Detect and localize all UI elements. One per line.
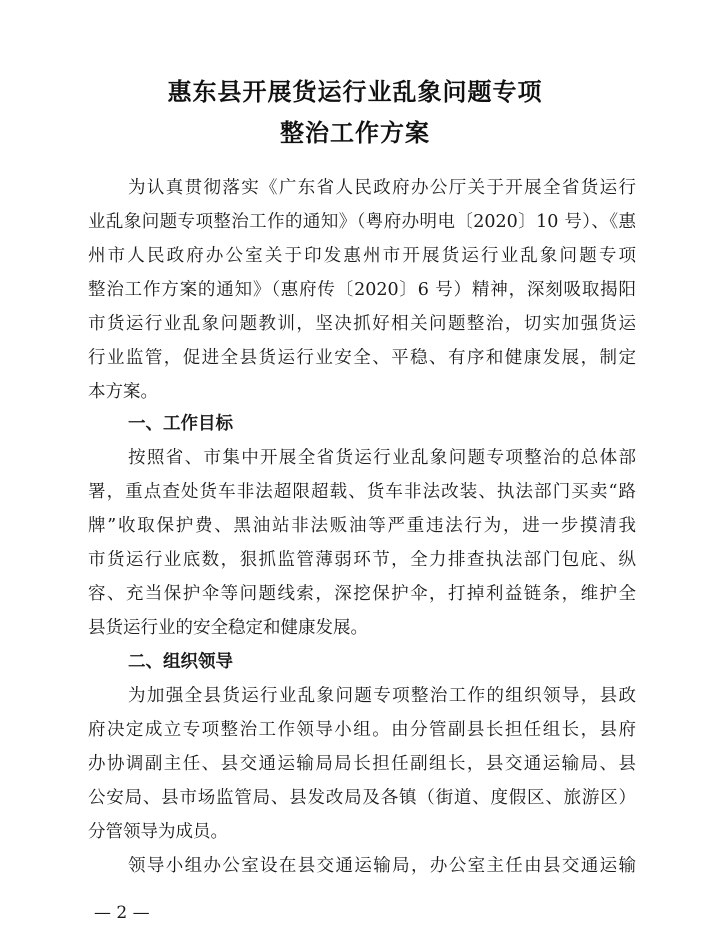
intro-line-6: 行业监管，促进全县货运行业安全、平稳、有序和健康发展，制定 [88, 348, 636, 368]
intro-line-2: 业乱象问题专项整治工作的通知》（粤府办明电〔2020〕10 号）、《惠 [88, 212, 636, 232]
intro-line-4: 整治工作方案的通知》（惠府传〔2020〕6 号）精神，深刻吸取揭阳 [88, 280, 636, 300]
intro-line-3: 州市人民政府办公室关于印发惠州市开展货运行业乱象问题专项 [88, 246, 636, 266]
document-title-line-2: 整治工作方案 [280, 119, 430, 147]
section-1-heading: 一、工作目标 [128, 414, 233, 434]
section-2-line-4: 公安局、县市场监管局、县发改局及各镇（街道、度假区、旅游区） [88, 788, 636, 808]
section-2-line-3: 办协调副主任、县交通运输局局长担任副组长，县交通运输局、县 [88, 754, 636, 774]
document-title-line-1: 惠东县开展货运行业乱象问题专项 [167, 78, 543, 106]
section-1-line-1: 按照省、市集中开展全省货运行业乱象问题专项整治的总体部 [128, 448, 636, 468]
section-1-line-3: 牌”收取保护费、黑油站非法贩油等严重违法行为，进一步摸清我 [88, 516, 636, 536]
section-1-line-2: 署，重点查处货车非法超限超载、货车非法改装、执法部门买卖“路 [88, 482, 636, 502]
intro-line-5: 市货运行业乱象问题教训，坚决抓好相关问题整治，切实加强货运 [88, 314, 636, 334]
section-2-line-2: 府决定成立专项整治工作领导小组。由分管副县长担任组长，县府 [88, 720, 636, 740]
intro-line-1: 为认真贯彻落实《广东省人民政府办公厅关于开展全省货运行 [128, 178, 636, 198]
section-1-line-6: 县货运行业的安全稳定和健康发展。 [88, 618, 368, 638]
section-1-line-4: 市货运行业底数，狠抓监管薄弱环节，全力排查执法部门包庇、纵 [88, 550, 636, 570]
intro-line-7: 本方案。 [88, 382, 158, 402]
section-2-heading: 二、组织领导 [128, 652, 233, 672]
page-number: — 2 — [94, 903, 150, 923]
section-1-line-5: 容、充当保护伞等问题线索，深挖保护伞，打掉利益链条，维护全 [88, 584, 636, 604]
section-2-line-1: 为加强全县货运行业乱象问题专项整治工作的组织领导，县政 [128, 686, 636, 706]
section-2-paragraph-2-line-1: 领导小组办公室设在县交通运输局，办公室主任由县交通运输 [128, 856, 636, 876]
section-2-line-5: 分管领导为成员。 [88, 822, 228, 842]
